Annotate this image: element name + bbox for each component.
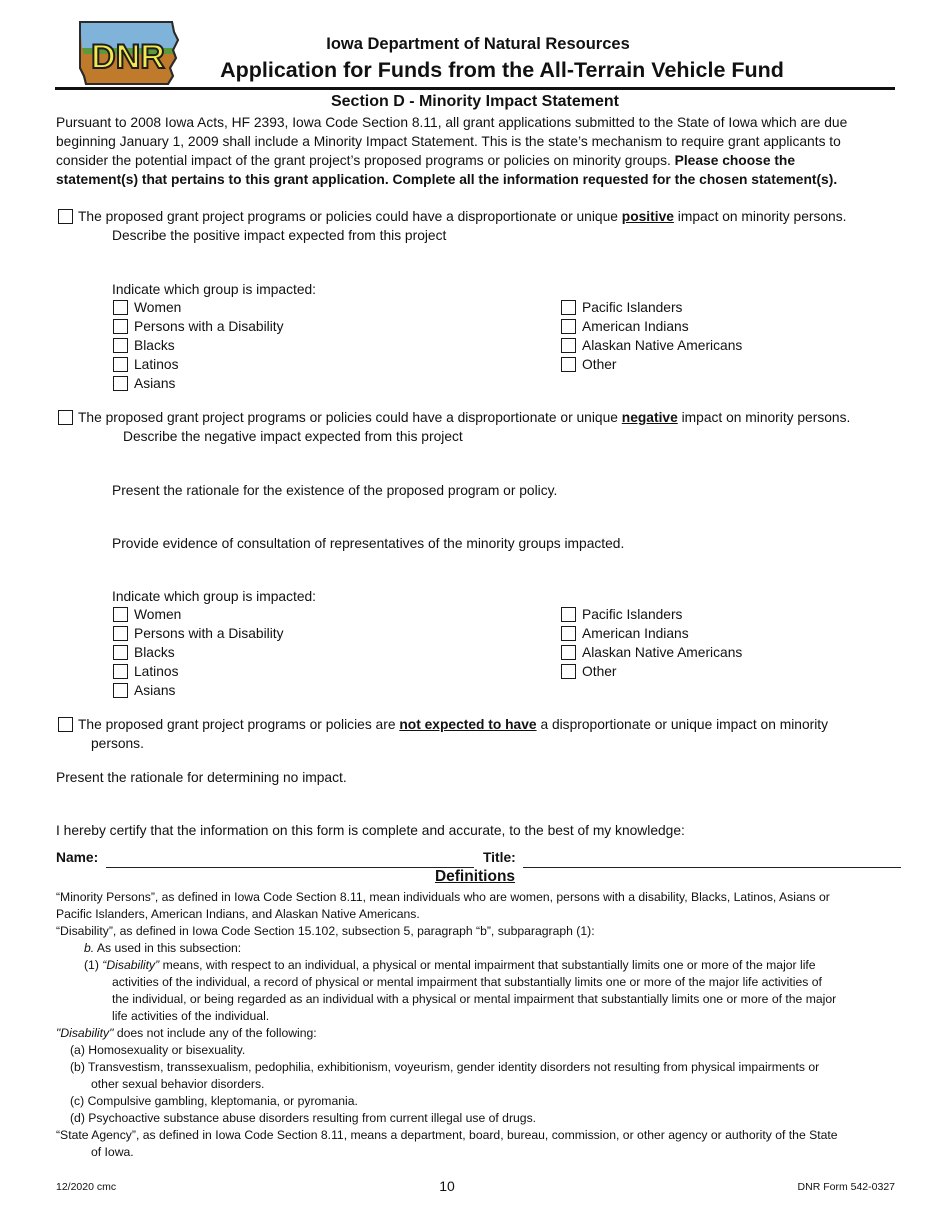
intro-line-3 — [56, 151, 795, 170]
negative-pacific-islanders-checkbox[interactable] — [561, 607, 576, 622]
def-exclusion-b-line-2: other sexual behavior disorders. — [91, 1077, 265, 1091]
def-state-agency-line-1: “State Agency”, as defined in Iowa Code Section 8.11, means a department, board, bureau, commission, or other agency or authority of the State — [56, 1128, 838, 1142]
footer-form-number: DNR Form 542-0327 — [797, 1181, 895, 1193]
negative-impact-checkbox[interactable] — [58, 410, 73, 425]
logo-text: DNR — [91, 38, 165, 76]
positive-alaskan-checkbox[interactable] — [561, 338, 576, 353]
no-impact-checkbox[interactable] — [58, 717, 73, 732]
negative-asians-label: Asians — [134, 683, 176, 698]
positive-indicate-label: Indicate which group is impacted: — [112, 282, 316, 297]
iowa-map-logo-icon — [76, 18, 180, 88]
negative-describe-label: Describe the negative impact expected from this project — [123, 429, 463, 444]
intro-line-2: beginning January 1, 2009 shall include a Minority Impact Statement. This is the state’s mechanism to require grant applicants to — [56, 134, 841, 149]
department-name: Iowa Department of Natural Resources — [326, 35, 630, 53]
negative-latinos-label: Latinos — [134, 664, 179, 679]
negative-indicate-label: Indicate which group is impacted: — [112, 589, 316, 604]
negative-women-checkbox[interactable] — [113, 607, 128, 622]
def-exclusion-a: (a) Homosexuality or bisexuality. — [70, 1043, 246, 1057]
negative-pre: The proposed grant project programs or policies could have a disproportionate or unique — [78, 410, 618, 425]
positive-pacific-islanders-checkbox[interactable] — [561, 300, 576, 315]
positive-post: impact on minority persons. — [677, 209, 847, 224]
def-disability-intro: “Disability”, as defined in Iowa Code Section 15.102, subsection 5, paragraph “b”, subparagraph (1): — [56, 924, 595, 938]
positive-blacks-checkbox[interactable] — [113, 338, 128, 353]
no-impact-pre: The proposed grant project programs or policies are — [78, 717, 396, 732]
negative-rationale-label: Present the rationale for the existence of the proposed program or policy. — [112, 483, 558, 498]
negative-impact-statement — [78, 408, 850, 427]
negative-women-label: Women — [134, 607, 182, 622]
name-field[interactable] — [106, 848, 474, 868]
positive-disability-checkbox[interactable] — [113, 319, 128, 334]
definitions-heading: Definitions — [434, 868, 516, 885]
positive-describe-label: Describe the positive impact expected from this project — [112, 228, 447, 243]
positive-alaskan-label: Alaskan Native Americans — [582, 338, 743, 353]
positive-blacks-label: Blacks — [134, 338, 175, 353]
def-not-include — [56, 1025, 317, 1042]
footer-revision: 12/2020 cmc — [56, 1181, 117, 1193]
negative-american-indians-checkbox[interactable] — [561, 626, 576, 641]
positive-american-indians-checkbox[interactable] — [561, 319, 576, 334]
def-b-text: As used in this subsection: — [96, 941, 242, 955]
def-one-line-3: the individual, or being regarded as an individual with a physical or mental impairment that substantially limits one or more of the major — [112, 992, 837, 1006]
negative-other-label: Other — [582, 664, 617, 679]
positive-latinos-label: Latinos — [134, 357, 179, 372]
positive-pacific-islanders-label: Pacific Islanders — [582, 300, 683, 315]
title-label: Title: — [483, 850, 516, 865]
positive-keyword: positive — [621, 209, 674, 224]
negative-keyword: negative — [621, 410, 678, 425]
title-field[interactable] — [523, 848, 901, 868]
positive-other-label: Other — [582, 357, 617, 372]
no-impact-rationale-label: Present the rationale for determining no impact. — [56, 770, 347, 785]
def-b-label: b. — [84, 941, 95, 955]
def-exclusion-c: (c) Compulsive gambling, kleptomania, or pyromania. — [70, 1094, 358, 1108]
no-impact-keyword: not expected to have — [399, 717, 537, 732]
negative-pacific-islanders-label: Pacific Islanders — [582, 607, 683, 622]
positive-asians-checkbox[interactable] — [113, 376, 128, 391]
positive-pre: The proposed grant project programs or policies could have a disproportionate or unique — [78, 209, 618, 224]
negative-alaskan-label: Alaskan Native Americans — [582, 645, 743, 660]
negative-evidence-label: Provide evidence of consultation of representatives of the minority groups impacted. — [112, 536, 625, 551]
header-rule — [55, 87, 895, 90]
def-minority-line-2: Pacific Islanders, American Indians, and Alaskan Native Americans. — [56, 907, 420, 921]
intro-line-1: Pursuant to 2008 Iowa Acts, HF 2393, Iowa Code Section 8.11, all grant applications submitted to the State of Iowa which are due — [56, 115, 848, 130]
no-impact-post: a disproportionate or unique impact on minority — [540, 717, 829, 732]
def-b-line — [84, 940, 241, 957]
name-label: Name: — [56, 850, 99, 865]
positive-asians-label: Asians — [134, 376, 176, 391]
def-one-text-1: means, with respect to an individual, a physical or mental impairment that substantially limits one or more of the major life — [162, 958, 816, 972]
intro-line-4: statement(s) that pertains to this grant application. Complete all the information requested for the chosen statement(s). — [56, 172, 838, 187]
negative-american-indians-label: American Indians — [582, 626, 689, 641]
def-minority-line-1: “Minority Persons”, as defined in Iowa Code Section 8.11, mean individuals who are women, persons with a disability, Blacks, Latinos, Asians or — [56, 890, 830, 904]
positive-american-indians-label: American Indians — [582, 319, 689, 334]
positive-disability-label: Persons with a Disability — [134, 319, 284, 334]
def-one-line-1 — [84, 957, 816, 974]
page-title: Application for Funds from the All-Terrain Vehicle Fund — [220, 58, 784, 82]
def-not-term: "Disability" — [56, 1026, 114, 1040]
negative-blacks-label: Blacks — [134, 645, 175, 660]
def-state-agency-line-2: of Iowa. — [91, 1145, 134, 1159]
certify-text: I hereby certify that the information on this form is complete and accurate, to the best of my knowledge: — [56, 823, 685, 838]
def-one-line-4: life activities of the individual. — [112, 1009, 270, 1023]
no-impact-statement — [78, 715, 828, 734]
positive-women-checkbox[interactable] — [113, 300, 128, 315]
negative-latinos-checkbox[interactable] — [113, 664, 128, 679]
negative-other-checkbox[interactable] — [561, 664, 576, 679]
no-impact-line-2: persons. — [91, 736, 144, 751]
negative-post: impact on minority persons. — [681, 410, 851, 425]
positive-other-checkbox[interactable] — [561, 357, 576, 372]
positive-impact-checkbox[interactable] — [58, 209, 73, 224]
footer-page-number: 10 — [439, 1178, 455, 1194]
def-not-text: does not include any of the following: — [116, 1026, 317, 1040]
intro-line-3-bold: Please choose the — [674, 153, 796, 168]
def-exclusion-b-line-1: (b) Transvestism, transsexualism, pedophilia, exhibitionism, voyeurism, gender identity disorders not resulting from physical impairments or — [70, 1060, 820, 1074]
positive-impact-statement — [78, 207, 846, 226]
def-one-term: “Disability” — [102, 958, 160, 972]
positive-latinos-checkbox[interactable] — [113, 357, 128, 372]
negative-asians-checkbox[interactable] — [113, 683, 128, 698]
negative-disability-checkbox[interactable] — [113, 626, 128, 641]
negative-disability-label: Persons with a Disability — [134, 626, 284, 641]
dnr-logo — [76, 18, 180, 88]
positive-women-label: Women — [134, 300, 182, 315]
negative-blacks-checkbox[interactable] — [113, 645, 128, 660]
def-one-line-2: activities of the individual, a record of physical or mental impairment that substantially limits one or more of the major life activities of — [112, 975, 822, 989]
negative-alaskan-checkbox[interactable] — [561, 645, 576, 660]
intro-line-3-plain: consider the potential impact of the grant project’s proposed programs or policies on minority groups. — [56, 153, 671, 168]
def-exclusion-d: (d) Psychoactive substance abuse disorders resulting from current illegal use of drugs. — [70, 1111, 537, 1125]
section-title: Section D - Minority Impact Statement — [330, 93, 620, 110]
def-one-label: (1) — [84, 958, 99, 972]
